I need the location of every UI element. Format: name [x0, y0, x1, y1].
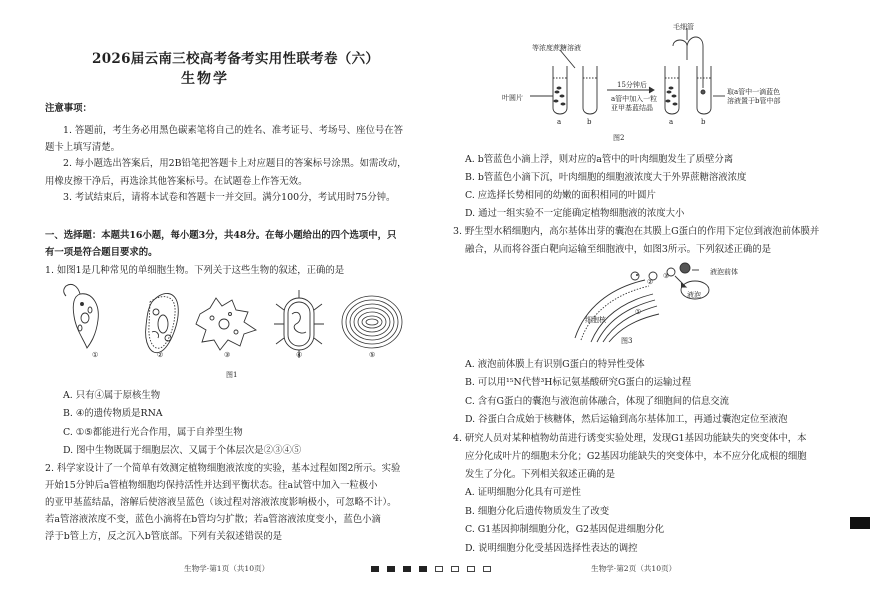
page-marker: [387, 566, 395, 572]
figure-2-caption: 图2: [613, 134, 625, 142]
question-2-stem: 若a管溶液浓度不变，蓝色小滴将在b管均匀扩散；若a管溶液浓度变小，蓝色小滴: [45, 514, 381, 525]
tube-b-left: [583, 66, 597, 114]
figure-3: [435, 258, 870, 348]
amoeba-drawing: [196, 298, 256, 350]
page-footer-right: 生物学·第2页（共10页）: [591, 564, 677, 573]
section-heading: 一、选择题：本题共16小题，每小题3分，共48分。在每小题给出的四个选项中，只: [45, 230, 397, 241]
tube-a-right: [665, 66, 679, 114]
page-marker: [419, 566, 427, 572]
option: A. b管蓝色小滴上浮，则对应的a管中的叶肉细胞发生了质壁分离: [465, 154, 734, 165]
figure-1-label: ②: [157, 351, 164, 359]
figure-2-label-drop: 取a管中一滴蓝色: [727, 88, 781, 96]
figure-2-label-arrow: a管中加入一粒: [611, 95, 658, 103]
edge-tab-marker: [850, 517, 870, 529]
question-2-stem: 的亚甲基蓝结晶，溶解后使溶液呈蓝色（该过程对溶液浓度影响极小，可忽略不计）。: [45, 497, 397, 508]
paramecium-drawing: [146, 293, 179, 352]
right-page: [435, 0, 870, 599]
section-heading: 有一项是符合题目要求的。: [45, 247, 158, 258]
option: B. ④的遗传物质是RNA: [63, 408, 163, 419]
figure-1-label: ①: [92, 351, 99, 359]
figure-3-label-vacuole: 液泡: [687, 291, 701, 299]
note-line: 2. 每小题选出答案后，用2B铅笔把答题卡上对应题目的答案标号涂黑。如需改动，: [63, 158, 407, 169]
subject-title: 生物学: [181, 71, 229, 87]
page-footer-left: 生物学·第1页（共10页）: [184, 564, 270, 573]
figure-3-label-2: ②: [647, 278, 654, 286]
vesicle: [631, 272, 639, 280]
option: B. 细胞分化后遗传物质发生了改变: [465, 506, 610, 517]
figure-2-label-leaf: 叶圆片: [502, 94, 523, 102]
figure-2-tube-label: b: [701, 118, 706, 126]
chlorella-drawing: [342, 296, 402, 348]
figure-1-label: ③: [224, 351, 231, 359]
page-marker: [403, 566, 411, 572]
figure-2-label-pipette: 毛细管: [673, 23, 694, 31]
question-1-stem: 1. 如图1是几种常见的单细胞生物。下列关于这些生物的叙述，正确的是: [45, 265, 345, 276]
figure-2: [435, 0, 870, 140]
question-4-stem: 发生了分化。下列相关叙述正确的是: [465, 469, 616, 480]
question-2-stem: 开始15分钟后a管植物细胞均保持活性并达到平衡状态。往a试管中加入一粒极小: [45, 480, 378, 491]
exam-title: 2026届云南三校高考备考实用性联考卷（六）: [92, 51, 380, 67]
figure-2-tube-label: a: [557, 118, 562, 126]
figure-1-label: ⑤: [369, 351, 376, 359]
blue-drop: [701, 90, 705, 94]
figure-2-label-solution: 等浓度蔗糖溶液: [532, 44, 581, 52]
question-3-stem: 融合，从而将谷蛋白靶向运输至细胞液中，如图3所示。下列叙述正确的是: [465, 244, 771, 255]
question-2-stem: 2. 科学家设计了一个简单有效测定植物细胞液浓度的实验，基本过程如图2所示。实验: [45, 463, 401, 474]
figure-2-tube-label: a: [669, 118, 674, 126]
page-marker: [371, 566, 379, 572]
figure-3-label-nucleus: 细胞核: [585, 316, 606, 324]
figure-3-label-1: ①: [635, 308, 642, 316]
bacterium-drawing: [274, 290, 324, 358]
capillary-tube: [673, 37, 703, 88]
figure-3-caption: 图3: [621, 337, 633, 345]
question-4-stem: 应分化成叶片的细胞未分化；G2基因功能缺失的突变体中，本不应分化成根的细胞: [465, 451, 807, 462]
figure-2-label-arrow: 亚甲基蓝结晶: [611, 104, 653, 112]
option: C. 应选择长势相同的幼嫩的面积相同的叶圆片: [465, 190, 656, 201]
option: B. b管蓝色小滴下沉，叶肉细胞的细胞液浓度大于外界蔗糖溶液浓度: [465, 172, 747, 183]
note-line: 3. 考试结束后，请将本试卷和答题卡一并交回。满分100分，考试用时75分钟。: [63, 192, 396, 203]
figure-1: [0, 280, 435, 380]
notes-heading: 注意事项：: [45, 103, 92, 114]
figure-2-tube-label: b: [587, 118, 592, 126]
note-line: 用橡皮擦干净后，再选涂其他答案标号。在试题卷上作答无效。: [45, 176, 308, 187]
option: A. 液泡前体膜上有识别G蛋白的特异性受体: [465, 359, 645, 370]
option: C. 含有G蛋白的囊泡与液泡前体融合，体现了细胞间的信息交流: [465, 396, 730, 407]
option: D. 图中生物既属于细胞层次、又属于个体层次是②③④⑤: [63, 445, 302, 456]
note-line: 题卡上填写清楚。: [45, 142, 121, 153]
option: D. 通过一组实验不一定能确定植物细胞液的浓度大小: [465, 208, 685, 219]
figure-2-label-arrow: 15分钟后: [617, 81, 647, 89]
question-4-stem: 4. 研究人员对某种植物幼苗进行诱变实验处理，发现G1基因功能缺失的突变体中，本: [453, 433, 807, 444]
figure-1-label: ④: [296, 351, 303, 359]
tube-a-left: [553, 66, 567, 114]
option: D. 说明细胞分化受基因选择性表达的调控: [465, 543, 638, 554]
vacuole-precursor-dot: [680, 263, 690, 273]
option: C. ①⑤都能进行光合作用，属于自养型生物: [63, 427, 243, 438]
figure-3-label-precursor: 液泡前体: [710, 268, 738, 276]
note-line: 1. 答题前，考生务必用黑色碳素笔将自己的姓名、准考证号、考场号、座位号在答: [63, 125, 404, 136]
question-3-stem: 3. 野生型水稻细胞内，高尔基体出芽的囊泡在其膜上G蛋白的作用下定位到液泡前体膜并: [453, 226, 820, 237]
figure-2-label-drop: 溶液置于b管中部: [727, 97, 781, 105]
option: B. 可以用¹⁵N代替³H标记氨基酸研究G蛋白的运输过程: [465, 377, 692, 388]
figure-3-label-3: ③: [663, 272, 670, 280]
option: A. 证明细胞分化具有可逆性: [465, 487, 581, 498]
question-2-stem: 浮于b管上方，反之沉入b管底部。下列有关叙述错误的是: [45, 531, 283, 542]
option: C. G1基因抑制细胞分化，G2基因促进细胞分化: [465, 524, 665, 535]
option: D. 谷蛋白合成始于核糖体，然后运输到高尔基体加工，再通过囊泡定位至液泡: [465, 414, 788, 425]
figure-1-caption: 图1: [226, 371, 238, 379]
euglena-drawing: [64, 284, 99, 348]
option: A. 只有④属于原核生物: [63, 390, 161, 401]
